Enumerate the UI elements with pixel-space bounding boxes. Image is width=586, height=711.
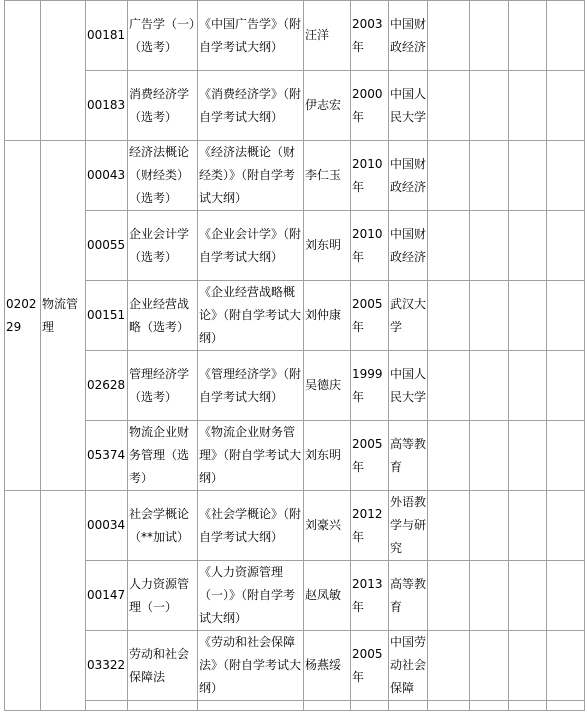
course-code-cell: 00147	[86, 561, 128, 631]
empty-cell	[428, 281, 470, 351]
program-name-cell: 物流管理	[41, 141, 86, 491]
empty-cell	[509, 71, 547, 141]
author-cell: 赵凤敏	[304, 561, 351, 631]
textbook-table	[4, 0, 585, 711]
course-name-cell: 消费经济学（选考）	[128, 71, 198, 141]
course-code-cell: 00055	[86, 211, 128, 281]
author-cell: 李仁玉	[304, 141, 351, 211]
publisher-cell: 外语教学与研究	[389, 491, 428, 561]
publisher-cell: 中国人民大学	[389, 71, 428, 141]
course-name-cell: 人力资源管理（一）	[128, 561, 198, 631]
empty-cell	[470, 351, 509, 421]
table-row	[5, 701, 585, 711]
textbook-cell: 《企业会计学》（附自学考试大纲）	[198, 211, 304, 281]
course-name-cell: 劳动和社会保障法	[128, 631, 198, 701]
author-cell: 杨燕绥	[304, 631, 351, 701]
author-cell: 刘东明	[304, 211, 351, 281]
empty-cell	[509, 351, 547, 421]
year-cell: 2005年	[351, 421, 389, 491]
empty-cell	[509, 701, 547, 711]
table-row	[5, 281, 585, 351]
table-row	[5, 211, 585, 281]
empty-cell	[428, 211, 470, 281]
program-code-cell	[5, 1, 41, 141]
empty-cell	[547, 71, 585, 141]
year-cell: 2012年	[351, 491, 389, 561]
publisher-cell: 中国人民大学	[389, 351, 428, 421]
empty-cell	[547, 351, 585, 421]
year-cell: 2005年	[351, 631, 389, 701]
empty-cell	[470, 71, 509, 141]
empty-cell	[509, 631, 547, 701]
empty-cell	[304, 701, 351, 711]
author-cell: 伊志宏	[304, 71, 351, 141]
year-cell: 2003年	[351, 1, 389, 71]
publisher-cell: 中国财政经济	[389, 1, 428, 71]
empty-cell	[428, 351, 470, 421]
author-cell: 汪洋	[304, 1, 351, 71]
table-row	[5, 1, 585, 71]
empty-cell	[509, 561, 547, 631]
year-cell: 2013年	[351, 561, 389, 631]
author-cell: 刘豪兴	[304, 491, 351, 561]
empty-cell	[428, 631, 470, 701]
program-code-cell	[5, 491, 41, 711]
year-cell: 2000年	[351, 71, 389, 141]
textbook-cell: 《劳动和社会保障法》（附自学考试大纲）	[198, 631, 304, 701]
textbook-cell: 《社会学概论》（附自学考试大纲）	[198, 491, 304, 561]
program-name-cell	[41, 1, 86, 141]
course-code-cell: 00183	[86, 71, 128, 141]
empty-cell	[470, 491, 509, 561]
course-code-cell: 00043	[86, 141, 128, 211]
empty-cell	[428, 561, 470, 631]
empty-cell	[547, 701, 585, 711]
table-row	[5, 421, 585, 491]
empty-cell	[470, 141, 509, 211]
empty-cell	[470, 211, 509, 281]
empty-cell	[428, 491, 470, 561]
program-name-cell	[41, 491, 86, 711]
empty-cell	[509, 281, 547, 351]
textbook-cell: 《经济法概论（财经类）》（附自学考试大纲）	[198, 141, 304, 211]
course-code-cell: 05374	[86, 421, 128, 491]
publisher-cell: 中国财政经济	[389, 211, 428, 281]
table-row	[5, 351, 585, 421]
course-name-cell: 经济法概论（财经类）（选考）	[128, 141, 198, 211]
course-code-cell: 03322	[86, 631, 128, 701]
course-name-cell: 广告学（一）（选考）	[128, 1, 198, 71]
empty-cell	[470, 421, 509, 491]
empty-cell	[198, 701, 304, 711]
table-row	[5, 561, 585, 631]
publisher-cell: 中国劳动社会保障	[389, 631, 428, 701]
empty-cell	[547, 491, 585, 561]
empty-cell	[428, 421, 470, 491]
empty-cell	[470, 1, 509, 71]
empty-cell	[428, 701, 470, 711]
table-row	[5, 141, 585, 211]
empty-cell	[86, 701, 128, 711]
course-code-cell: 00181	[86, 1, 128, 71]
empty-cell	[470, 281, 509, 351]
year-cell: 1999年	[351, 351, 389, 421]
author-cell: 刘仲康	[304, 281, 351, 351]
course-code-cell: 00034	[86, 491, 128, 561]
textbook-cell: 《消费经济学》（附自学考试大纲）	[198, 71, 304, 141]
year-cell: 2010年	[351, 211, 389, 281]
textbook-cell: 《企业经营战略概论》（附自学考试大纲）	[198, 281, 304, 351]
course-name-cell: 企业会计学（选考）	[128, 211, 198, 281]
author-cell: 吴德庆	[304, 351, 351, 421]
empty-cell	[428, 71, 470, 141]
table-row	[5, 491, 585, 561]
course-name-cell: 物流企业财务管理（选考）	[128, 421, 198, 491]
empty-cell	[547, 561, 585, 631]
empty-cell	[547, 1, 585, 71]
empty-cell	[547, 631, 585, 701]
empty-cell	[428, 1, 470, 71]
empty-cell	[128, 701, 198, 711]
textbook-cell: 《物流企业财务管理》（附自学考试大纲）	[198, 421, 304, 491]
empty-cell	[509, 491, 547, 561]
empty-cell	[509, 141, 547, 211]
program-code-cell: 020229	[5, 141, 41, 491]
publisher-cell: 高等教育	[389, 421, 428, 491]
empty-cell	[428, 141, 470, 211]
empty-cell	[351, 701, 389, 711]
empty-cell	[547, 141, 585, 211]
course-code-cell: 00151	[86, 281, 128, 351]
course-name-cell: 管理经济学（选考）	[128, 351, 198, 421]
empty-cell	[547, 421, 585, 491]
empty-cell	[470, 631, 509, 701]
empty-cell	[509, 211, 547, 281]
empty-cell	[389, 701, 428, 711]
publisher-cell: 武汉大学	[389, 281, 428, 351]
textbook-cell: 《人力资源管理（一）》（附自学考试大纲）	[198, 561, 304, 631]
year-cell: 2005年	[351, 281, 389, 351]
course-name-cell: 企业经营战略（选考）	[128, 281, 198, 351]
empty-cell	[547, 281, 585, 351]
empty-cell	[509, 421, 547, 491]
empty-cell	[470, 701, 509, 711]
course-name-cell: 社会学概论（**加试）	[128, 491, 198, 561]
empty-cell	[509, 1, 547, 71]
year-cell: 2010年	[351, 141, 389, 211]
publisher-cell: 中国财政经济	[389, 141, 428, 211]
empty-cell	[547, 211, 585, 281]
author-cell: 刘东明	[304, 421, 351, 491]
textbook-cell: 《中国广告学》（附自学考试大纲）	[198, 1, 304, 71]
publisher-cell: 高等教育	[389, 561, 428, 631]
table-row	[5, 71, 585, 141]
empty-cell	[470, 561, 509, 631]
table-row	[5, 631, 585, 701]
textbook-cell: 《管理经济学》（附自学考试大纲）	[198, 351, 304, 421]
course-code-cell: 02628	[86, 351, 128, 421]
